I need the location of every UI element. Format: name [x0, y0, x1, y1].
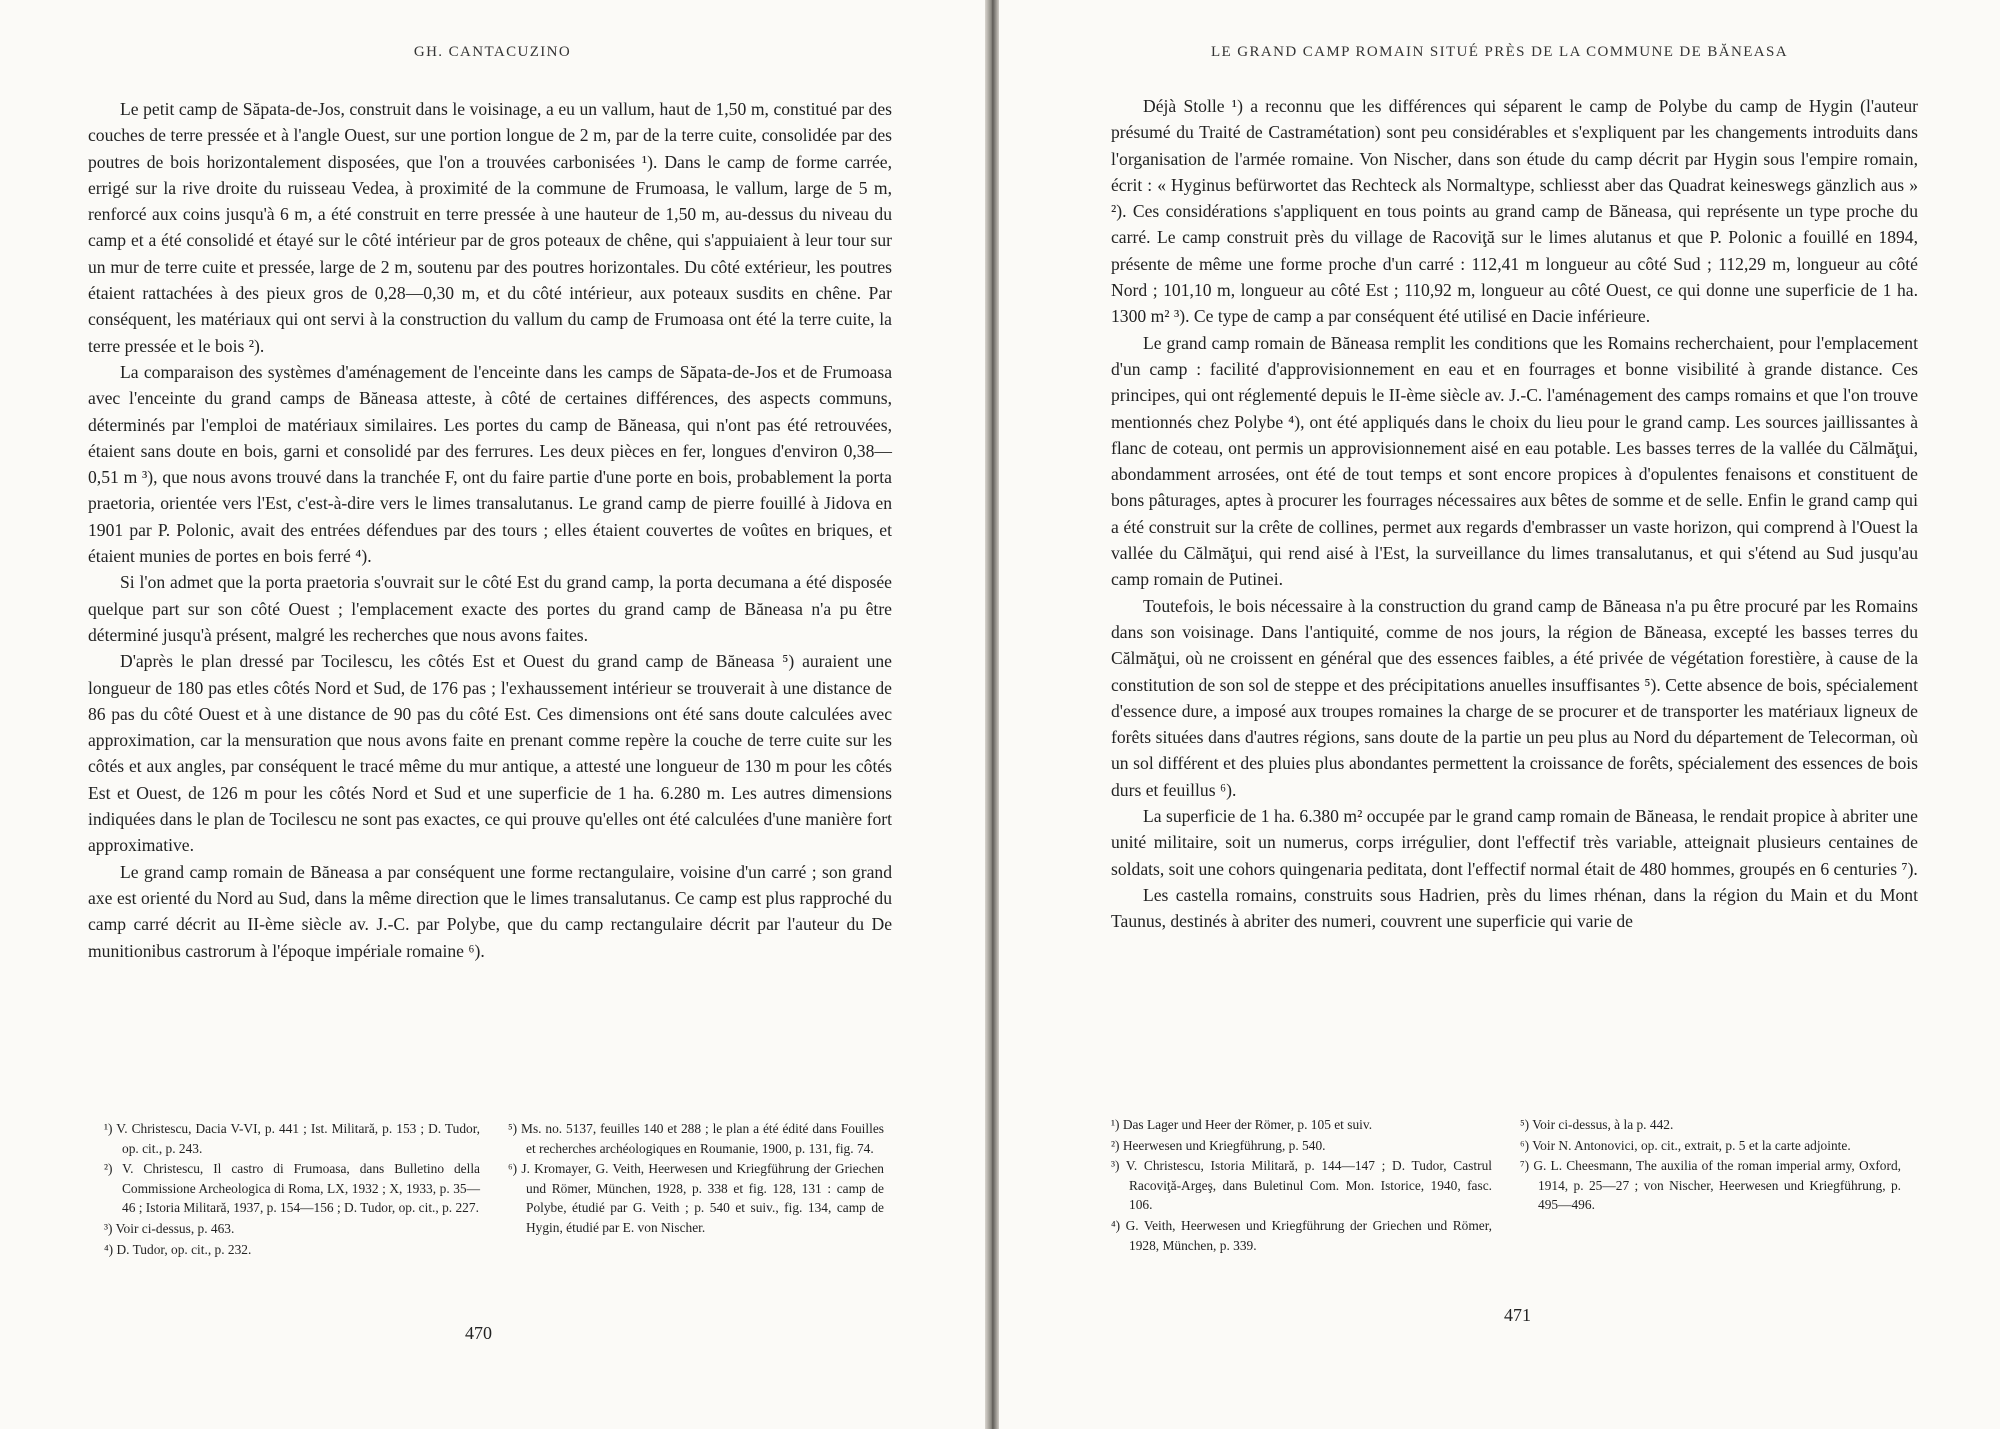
footnotes-column [1520, 1115, 1901, 1256]
book-gutter [985, 0, 999, 1429]
footnote: ³) V. Christescu, Istoria Militară, p. 144—147 ; D. Tudor, Castrul Racoviţă-Argeş, dans Buletinul Com. Mon. Istorice, 1940, fasc. 106. [1111, 1158, 1492, 1213]
running-head: LE GRAND CAMP ROMAIN SITUÉ PRÈS DE LA COMMUNE DE BĂNEASA [1210, 44, 1789, 60]
footnote: ⁶) Voir N. Antonovici, op. cit., extrait, p. 5 et la carte adjointe. [1520, 1137, 1851, 1153]
paragraph: Le petit camp de Săpata-de-Jos, construit dans le voisinage, a eu un vallum, haut de 1,50 m, constitué par des couches de terre pressée et à l'angle Ouest, sur une portion longue de 2 m, par de la terre cuite, consolidée par des poutres de bois horizontalement disposées, que l'on a trouvées carbonisées ¹). Dans le camp de forme carrée, errigé sur la rive droite du ruisseau Vedea, à proximité de la commune de Frumoasa, le vallum, large de 5 m, renforcé aux coins jusqu'à 6 m, a été construit en terre pressée à une hauteur de 1,50 m, au-dessus du niveau du camp et a été consolidé et étayé sur le côté intérieur par de gros poteaux de chêne, qui s'appuiaient à leur tour sur un mur de terre cuite et pressée, large de 2 m, soutenu par des poutres horizontales. Du côté extérieur, les poutres étaient rattachées à des pieux gros de 0,28—0,30 m, et du côté intérieur, aux poteaux susdits en chêne. Par conséquent, les matériaux qui ont servi à la construction du vallum du camp de Frumoasa ont été la terre cuite, la terre pressée et le bois ²). [88, 99, 892, 356]
body-text [88, 96, 892, 964]
paragraph: La comparaison des systèmes d'aménagement de l'enceinte dans les camps de Săpata-de-Jos et de Frumoasa avec l'enceinte du grand camps de Băneasa atteste, à côté de certaines différences, des aspects communs, déterminés par l'emploi de matériaux similaires. Les portes du camp de Băneasa, qui n'ont pas été retrouvées, étaient sans doute en bois, garni et consolidé par des ferrures. Les deux pièces en fer, longues d'environ 0,38—0,51 m ³), que nous avons trouvé dans la tranchée F, ont du faire partie d'une porte en bois, probablement la porta praetoria, orientée vers l'Est, c'est-à-dire vers le limes transalutanus. Le grand camp de pierre fouillé à Jidova en 1901 par P. Polonic, avait des entrées défendues par des tours ; elles étaient couvertes de voûtes en briques, et étaient munies de portes en bois ferré ⁴). [88, 361, 892, 567]
footnote: ²) V. Christescu, Il castro di Frumoasa, dans Bulletino della Commissione Archeologica di Roma, LX, 1932 ; X, 1933, p. 35—46 ; Istoria Militară, 1937, p. 154—156 ; D. Tudor, op. cit., p. 227. [104, 1161, 480, 1216]
paragraph: Les castella romains, construits sous Hadrien, près du limes rhénan, dans la région du Main et du Mont Taunus, destinés à abriter des numeri, couvrent une superficie qui varie de [1111, 884, 1918, 932]
page-number: 471 [1504, 1305, 1531, 1325]
running-head: GH. CANTACUZINO [413, 44, 572, 60]
paragraph: Toutefois, le bois nécessaire à la construction du grand camp de Băneasa n'a pu être procuré par les Romains dans son voisinage. Dans l'antiquité, comme de nos jours, la région de Băneasa, excepté les basses terres du Călmăţui, où ne croissent en général que des essences faibles, a été privée de végétation forestière, à cause de la constitution de son sol de steppe et des précipitations anuelles insuffisantes ⁵). Cette absence de bois, spécialement d'essence dure, a imposé aux troupes romaines la charge de se procurer et de transporter les matériaux ligneux de forêts situées dans d'autres régions, sans doute de la partie un peu plus au Nord du département de Telecorman, où un sol différent et des pluies plus abondantes permettent la croissance de forêts, spécialement des essences de bois durs et feuillus ⁶). [1111, 595, 1918, 800]
footnotes-column [508, 1119, 884, 1260]
right-page [999, 0, 2000, 1429]
paragraph: D'après le plan dressé par Tocilescu, les côtés Est et Ouest du grand camp de Băneasa ⁵) auraient une longueur de 180 pas etles côtés Nord et Sud, de 176 pas ; l'exhaussement intérieur se trouverait à une distance de 86 pas du côté Ouest et à une distance de 90 pas du côté Est. Ces dimensions ont été sans doute calculées avec approximation, car la mensuration que nous avons faite en prenant comme repère la couche de terre cuite sur les côtés et aux angles, par conséquent le tracé même du mur antique, a attesté une longueur de 130 m pour les côtés Est et Ouest, de 126 m pour les côtés Nord et Sud et une superficie de 1 ha. 6.280 m. Les autres dimensions indiquées dans le plan de Tocilescu ne sont pas exactes, ce qui prouve qu'elles ont été calculées d'une manière fort approximative. [88, 651, 892, 856]
footnote: ⁶) J. Kromayer, G. Veith, Heerwesen und Kriegführung der Griechen und Römer, München, 1928, p. 338 et fig. 128, 131 : camp de Polybe, étudié par G. Veith ; p. 540 et suiv., fig. 134, camp de Hygin, étudié par E. von Nischer. [508, 1161, 884, 1235]
footnote: ¹) Das Lager und Heer der Römer, p. 105 et suiv. [1111, 1117, 1373, 1132]
footnote: ⁷) G. L. Cheesmann, The auxilia of the roman imperial army, Oxford, 1914, p. 25—27 ; von Nischer, Heerwesen und Kriegführung, p. 495—496. [1520, 1158, 1901, 1213]
footnote: ³) Voir ci-dessus, p. 463. [104, 1220, 235, 1236]
footnote: ²) Heerwesen und Kriegführung, p. 540. [1111, 1137, 1326, 1153]
body-text [1111, 93, 1918, 935]
footnotes-column [104, 1119, 480, 1260]
paragraph: Le grand camp romain de Băneasa remplit les conditions que les Romains recherchaient, pour l'emplacement d'un camp : facilité d'approvisionnement en eau et en fourrages et bonne visibilité à grande distance. Ces principes, qui ont réglementé depuis le II-ème siècle av. J.-C. l'aménagement des camps romains et que l'on trouve mentionnés chez Polybe ⁴), ont été appliqués dans le choix du lieu pour le grand camp. Les sources jaillissantes à flanc de coteau, ont permis un approvisionnement aisé en eau potable. Les basses terres de la vallée du Călmăţui, abondamment arrosées, ont été de tout temps et sont encore propices à d'opulentes fenaisons et constituent de bons pâturages, aptes à procurer les fourrages nécessaires aux bêtes de somme et de selle. Enfin le grand camp qui a été construit sur la crête de collines, permet aux regards d'embrasser un vaste horizon, qui comprend à l'Ouest la vallée du Călmăţui, qui rend aisé à l'Est, la surveillance du limes transalutanus, et qui s'étend au Sud jusqu'au camp romain de Putinei. [1111, 332, 1918, 590]
footnotes [104, 1119, 884, 1260]
footnotes [1111, 1115, 1901, 1256]
paragraph: Déjà Stolle ¹) a reconnu que les différences qui séparent le camp de Polybe du camp de Hygin (l'auteur présumé du Traité de Castramétation) sont peu considérables et s'expliquent par les changements introduits dans l'organisation de l'armée romaine. Von Nischer, dans son étude du camp décrit par Hygin sous l'empire romain, écrit : « Hyginus befürwortet das Rechteck als Normaltype, schliesst aber das Quadrat keineswegs gänzlich aus » ²). Ces considérations s'appliquent en tous points au grand camp de Băneasa, qui représente un type proche du carré. Le camp construit près du village de Racoviţă sur le limes alutanus et que P. Polonic a fouillé en 1894, présente de même une forme proche d'un carré : 112,41 m longueur au côté Sud ; 112,29 m, longueur au côté Nord ; 101,10 m, longueur au côté Est ; 110,92 m, longueur au côté Ouest, ce qui donne une superficie de 1 ha. 1300 m² ³). Ce type de camp a par conséquent été utilisé en Dacie inférieure. [1111, 96, 1918, 327]
footnote: ⁵) Ms. no. 5137, feuilles 140 et 288 ; le plan a été édité dans Fouilles et recherches archéologiques en Roumanie, 1900, p. 131, fig. 74. [508, 1121, 884, 1156]
left-page [0, 0, 985, 1429]
paragraph: Si l'on admet que la porta praetoria s'ouvrait sur le côté Est du grand camp, la porta decumana a été disposée quelque part sur son côté Ouest ; l'emplacement exacte des portes du grand camp de Băneasa n'a pu être déterminé jusqu'à présent, malgré les recherches que nous avons faites. [88, 572, 892, 645]
paragraph: Le grand camp romain de Băneasa a par conséquent une forme rectangulaire, voisine d'un carré ; son grand axe est orienté du Nord au Sud, dans la même direction que le limes transalutanus. Ce camp est plus rapproché du camp carré décrit au II-ème siècle av. J.-C. par Polybe, que du camp rectangulaire décrit par l'auteur du De munitionibus castrorum à l'époque impériale romaine ⁶). [88, 861, 892, 961]
footnote: ¹) V. Christescu, Dacia V-VI, p. 441 ; Ist. Militară, p. 153 ; D. Tudor, op. cit., p. 243. [104, 1121, 480, 1156]
footnote: ⁴) G. Veith, Heerwesen und Kriegführung der Griechen und Römer, 1928, München, p. 339. [1111, 1217, 1492, 1253]
page-number: 470 [465, 1323, 492, 1343]
footnote: ⁴) D. Tudor, op. cit., p. 232. [104, 1241, 252, 1257]
paragraph: La superficie de 1 ha. 6.380 m² occupée par le grand camp romain de Băneasa, le rendait propice à abriter une unité militaire, soit un numerus, corps irrégulier, dont l'effectif très variable, atteignait plusieurs centaines de soldats, soit une cohors quingenaria peditata, dont l'effectif normal était de 480 hommes, groupés en 6 centuries ⁷). [1111, 806, 1918, 879]
footnote: ⁵) Voir ci-dessus, à la p. 442. [1520, 1117, 1674, 1132]
footnotes-column [1111, 1115, 1492, 1256]
